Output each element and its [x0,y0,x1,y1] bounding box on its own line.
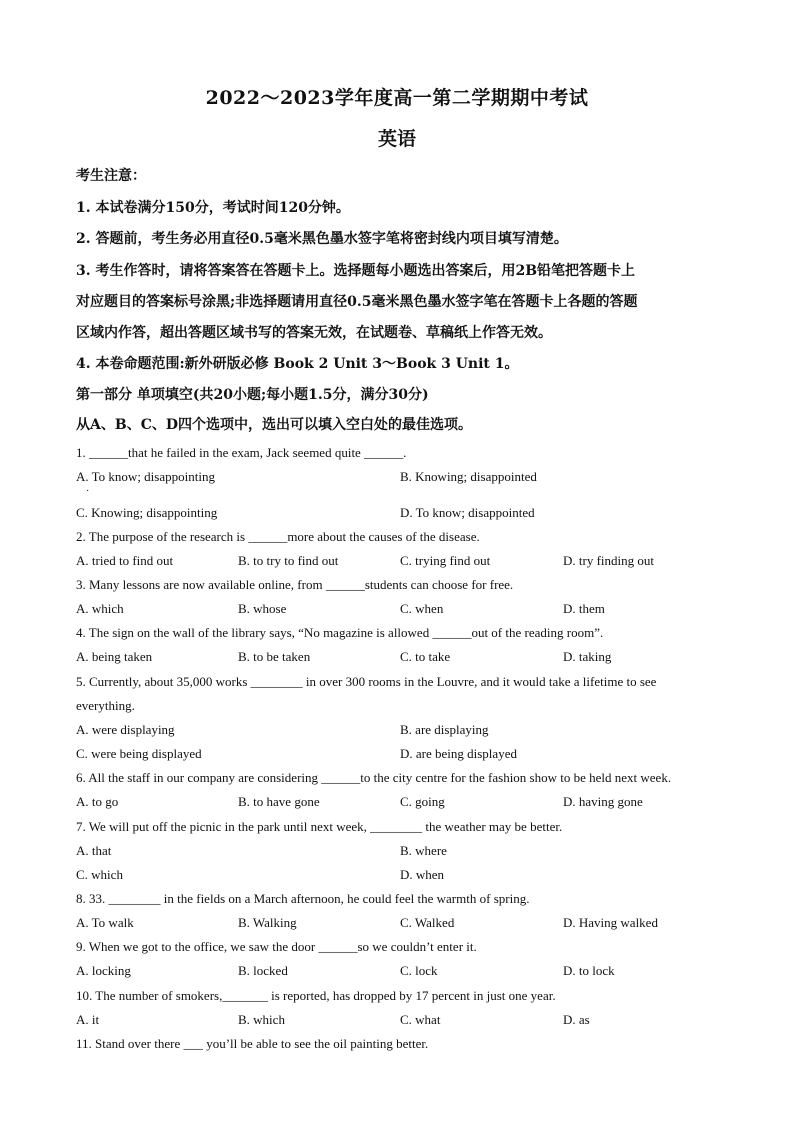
question-3-option-a: A. which [76,601,124,616]
question-1-option-a: A. To know; disappointing [76,469,215,484]
note-1: 1. 本试卷满分150分，考试时间120分钟。 [76,200,350,216]
question-8-stem: 8. 33. ________ in the fields on a March afternoon, he could feel the warmth of spring. [76,891,530,906]
question-6-stem: 6. All the staff in our company are considering ______to the city centre for the fashion show to be held next week. [76,770,672,785]
section-instruction: 从A、B、C、D四个选项中，选出可以填入空白处的最佳选项。 [76,417,472,433]
question-9-option-a: A. locking [76,963,131,978]
question-5-option-d: D. are being displayed [400,746,517,761]
question-5-option-b: B. are displaying [400,722,489,737]
exam-title: 2022～2023学年度高一第二学期期中考试 [205,87,589,109]
section-heading: 第一部分 单项填空(共20小题;每小题1.5分，满分30分) [76,387,429,403]
question-3-option-b: B. whose [238,601,287,616]
question-7-option-b: B. where [400,843,447,858]
question-4-option-d: D. taking [563,649,612,664]
question-3-option-c: C. when [400,601,444,616]
question-6-option-a: A. to go [76,794,119,809]
question-4-option-a: A. being taken [76,649,153,664]
question-6-option-d: D. having gone [563,794,643,809]
question-4-option-c: C. to take [400,649,451,664]
question-8-option-b: B. Walking [238,915,297,930]
question-9-option-d: D. to lock [563,963,615,978]
question-8-option-d: D. Having walked [563,915,658,930]
notes-heading: 考生注意： [76,168,146,184]
question-9-option-b: B. locked [238,963,288,978]
note-2: 2. 答题前，考生务必用直径0.5毫米黑色墨水签字笔将密封线内项目填写清楚。 [76,231,568,247]
note-3-line-2: 对应题目的答案标号涂黑;非选择题请用直径0.5毫米黑色墨水签字笔在答题卡上各题的答题 [76,294,638,310]
question-10-option-c: C. what [400,1012,441,1027]
question-4-stem: 4. The sign on the wall of the library says, “No magazine is allowed ______out of the reading room”. [76,625,604,640]
stray-dot: · [86,486,90,497]
question-7-option-d: D. when [400,867,445,882]
note-4: 4. 本卷命题范围:新外研版必修 Book 2 Unit 3～Book 3 Unit 1。 [76,356,519,372]
question-1-stem: 1. ______that he failed in the exam, Jack seemed quite ______. [76,445,407,460]
question-11-stem: 11. Stand over there ___ you’ll be able to see the oil painting better. [76,1036,429,1051]
question-9-stem: 9. When we got to the office, we saw the door ______so we couldn’t enter it. [76,939,477,954]
question-7-stem: 7. We will put off the picnic in the park until next week, ________ the weather may be better. [76,819,563,834]
question-10-stem: 10. The number of smokers,_______ is reported, has dropped by 17 percent in just one year. [76,988,556,1003]
question-2-option-d: D. try finding out [563,553,654,568]
note-3-line-3: 区域内作答，超出答题区域书写的答案无效，在试题卷、草稿纸上作答无效。 [76,325,552,341]
question-2-option-c: C. trying find out [400,553,491,568]
question-5-stem-continued: everything. [76,698,135,713]
question-7-option-c: C. which [76,867,123,882]
question-5-stem: 5. Currently, about 35,000 works ________ in over 300 rooms in the Louvre, and it would take a lifetime to see [76,674,657,689]
question-1-option-d: D. To know; disappointed [400,505,535,520]
exam-subject: 英语 [377,128,416,150]
question-4-option-b: B. to be taken [238,649,311,664]
question-7-option-a: A. that [76,843,112,858]
question-3-stem: 3. Many lessons are now available online, from ______students can choose for free. [76,577,514,592]
question-3-option-d: D. them [563,601,605,616]
question-10-option-b: B. which [238,1012,285,1027]
question-6-option-b: B. to have gone [238,794,320,809]
question-10-option-d: D. as [563,1012,590,1027]
question-10-option-a: A. it [76,1012,100,1027]
question-9-option-c: C. lock [400,963,438,978]
question-5-option-a: A. were displaying [76,722,175,737]
question-2-stem: 2. The purpose of the research is ______more about the causes of the disease. [76,529,480,544]
question-5-option-c: C. were being displayed [76,746,202,761]
question-8-option-c: C. Walked [400,915,455,930]
question-2-option-b: B. to try to find out [238,553,339,568]
note-3-line-1: 3. 考生作答时，请将答案答在答题卡上。选择题每小题选出答案后，用2B铅笔把答题卡上 [76,263,636,279]
question-6-option-c: C. going [400,794,445,809]
question-1-option-b: B. Knowing; disappointed [400,469,537,484]
question-2-option-a: A. tried to find out [76,553,174,568]
question-1-option-c: C. Knowing; disappointing [76,505,218,520]
question-8-option-a: A. To walk [76,915,134,930]
